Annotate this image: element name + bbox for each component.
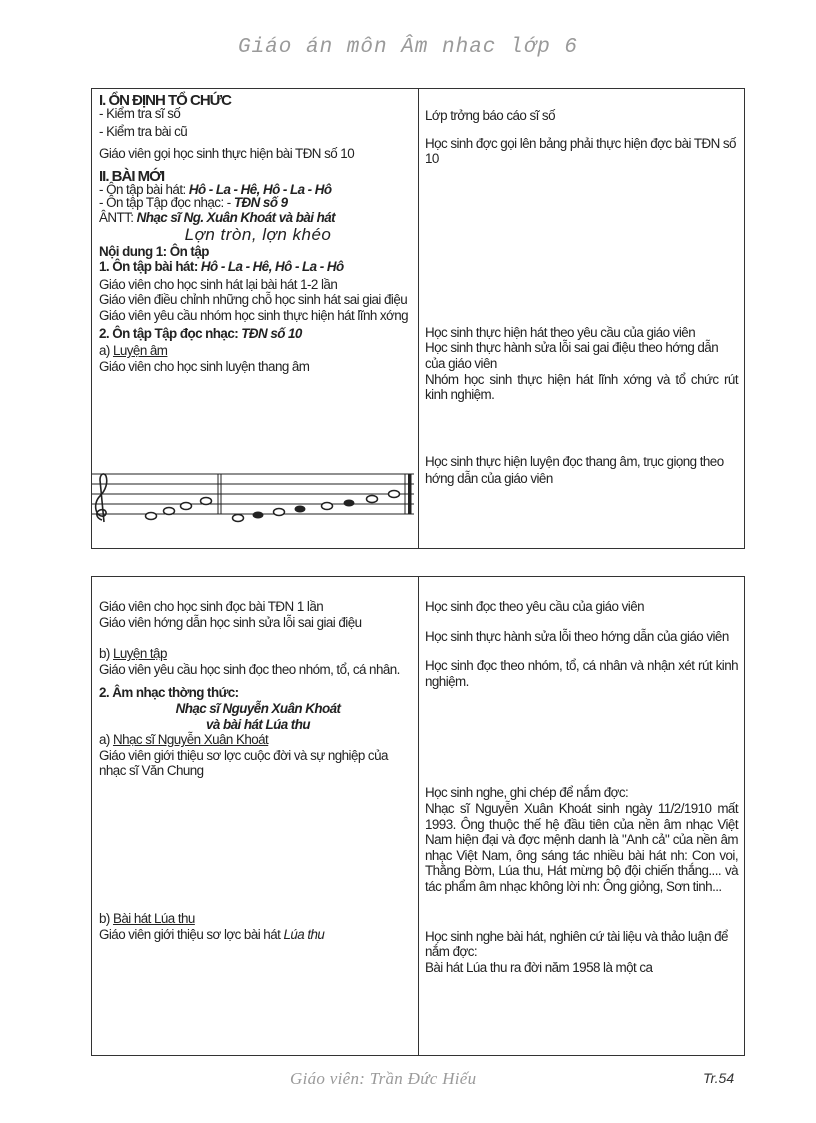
baihat-label: b) (99, 910, 113, 926)
column-divider (418, 577, 419, 1055)
nhacsi-title-1: Nhạc sĩ Nguyễn Xuân Khoát (175, 700, 341, 716)
t2-right-r2: Học sinh thực hành sửa lỗi theo hớng dẫn của giáo viên (425, 628, 729, 644)
ontap-tdn-label: - Ôn tập Tập đọc nhạc: - (99, 194, 234, 210)
table2-right-cell (425, 599, 738, 975)
gv-dieuchinh-text: Giáo viên điều chỉnh những chỗ học sinh hát sai giai điệu (99, 292, 408, 308)
t2-left-l5-song: Lúa thu (283, 926, 325, 942)
baihat-heading (99, 911, 417, 927)
song-title-lon-tron: Lợn tròn, lợn khéo (184, 225, 332, 245)
t2-left-l5 (99, 927, 417, 943)
nhacsi-text: Nhạc sĩ Nguyễn Xuân Khoát (112, 732, 269, 748)
ontap-2 (99, 326, 417, 342)
t2-left-l3: Giáo viên yêu cầu học sinh đọc theo nhóm, tổ, cá nhân. (99, 661, 400, 677)
gv-hat-text: Giáo viên cho học sinh hát lại bài hát 1-2 lần (99, 276, 338, 292)
gv-yeucau-text: Giáo viên yêu cầu nhóm học sinh thực hiện hát lĩnh xớng (99, 307, 409, 323)
antt-label: ÂNTT: (99, 209, 137, 225)
t2-right-r7: Bài hát Lúa thu ra đời năm 1958 là một ca (425, 959, 653, 975)
item-baicu: - Kiểm tra bài cũ (99, 124, 188, 139)
ontap-tdn-value: TĐN số 9 (233, 194, 288, 210)
ontap-1-label: 1. Ôn tập bài hát: (99, 259, 201, 275)
t2-right-r1: Học sinh đọc theo yêu cầu của giáo viên (425, 599, 644, 614)
section-title-1: I. ỔN ĐỊNH TỔ CHỨC (99, 92, 231, 109)
luyen-tap-text: Luyện tập (112, 646, 167, 662)
baihat-text: Bài hát Lúa thu (112, 910, 195, 926)
t2-left-l5-prefix: Giáo viên giới thiệu sơ lợc bài hát (99, 926, 284, 942)
column-divider (418, 89, 419, 548)
ontap-2-label: 2. Ôn tập Tập đọc nhạc: (99, 325, 242, 341)
luyen-am-label: a) (99, 343, 113, 359)
gv-luyenam-text: Giáo viên cho học sinh luyện thang âm (99, 358, 310, 374)
right-r3: Học sinh thực hiện hát theo yêu cầu của giáo viên (425, 324, 696, 340)
t2-left-l1: Giáo viên cho học sinh đọc bài TĐN 1 lần (99, 599, 324, 614)
right-r5: Nhóm học sinh thực hiện hát lĩnh xớng và tổ chức rút kinh nghiệm. (425, 371, 738, 403)
ontap-1-song: Hô - La - Hê, Hô - La - Hô (200, 259, 344, 275)
luyen-tap-label: b) (99, 646, 113, 662)
luyen-am-text: Luyện âm (112, 343, 168, 359)
t2-right-r5: Nhạc sĩ Nguyễn Xuân Khoát sinh ngày 11/2/1910 mất 1993. Ông thuộc thế hệ đầu tiên của nền âm nhạc Việt Nam hiện đại và đợc mệnh danh là "Anh cả" của nền âm nhạc Việt Nam, ông sáng tác nhiều bài hát nh: Con voi, Thằng Bờm, Lúa thu, Hát mừng bộ đội chiến thắng.... và tác phẩm âm nhạc không lời nh: Ông giỏng, Sơn tinh... (425, 800, 738, 894)
antt-line (99, 210, 417, 226)
noidung-1: Nội dung 1: Ôn tập (99, 244, 209, 260)
ontap-2-value: TĐN số 10 (241, 325, 302, 341)
ontap-baihat-song: Hô - La - Hê, Hô - La - Hô (188, 181, 332, 197)
treble-clef-icon (96, 474, 107, 522)
ontap-1 (99, 259, 417, 275)
table2-left-cell (99, 599, 417, 942)
ontap-baihat-label: - Ôn tập bài hát: (99, 181, 189, 197)
footer-teacher-name: Giáo viên: Trần Đức Hiếu (290, 1069, 477, 1088)
nhacsi-label: a) (99, 732, 113, 748)
ontap-tdn (99, 196, 417, 210)
amnhac-thuong-thuc-title: 2. Âm nhạc thờng thức: (99, 685, 239, 701)
luyen-am-heading (99, 343, 417, 359)
nhacsi-title-2: và bài hát Lúa thu (206, 716, 310, 732)
item-siso: - Kiểm tra sĩ số (99, 106, 181, 121)
t2-right-r4: Học sinh nghe, ghi chép để nắm đợc: (425, 785, 629, 801)
right-r1: Lớp trởng báo cáo sĩ số (425, 108, 555, 123)
music-scale-staff (92, 472, 414, 524)
section-title-2: II. BÀI MỚI (99, 167, 165, 185)
t2-right-r6: Học sinh nghe bài hát, nghiên cứ tài liệu và thảo luận để nắm đợc: (425, 928, 728, 960)
right-r6: Học sinh thực hiện luyện đọc thang âm, trục giọng theo hớng dẫn của giáo viên (425, 453, 724, 486)
nhacsi-heading (99, 732, 417, 748)
table1-left-cell (99, 94, 417, 374)
gv-goi-text: Giáo viên gọi học sinh thực hiện bài TĐN số 10 (99, 145, 355, 161)
t2-right-r3: Học sinh đọc theo nhóm, tổ, cá nhân và nhận xét rút kinh nghiệm. (425, 658, 738, 689)
page-header-title: Giáo án môn Âm nhac lớp 6 (237, 36, 579, 59)
luyen-tap-heading (99, 646, 417, 662)
t2-left-l2: Giáo viên hớng dẫn học sinh sửa lỗi sai giai điệu (99, 614, 362, 630)
right-r2: Học sinh đợc gọi lên bảng phải thực hiện đợc bài TĐN số 10 (425, 135, 736, 167)
t2-left-l4: Giáo viên giới thiệu sơ lợc cuộc đời và sự nghiệp của nhạc sĩ Văn Chung (99, 747, 388, 779)
antt-value: Nhạc sĩ Ng. Xuân Khoát và bài hát (136, 209, 336, 225)
table1-right-cell (425, 108, 738, 487)
right-r4: Học sinh thực hành sửa lỗi sai gai điệu theo hớng dẫn của giáo viên (425, 340, 719, 371)
footer-page-number: Tr.54 (703, 1070, 735, 1086)
